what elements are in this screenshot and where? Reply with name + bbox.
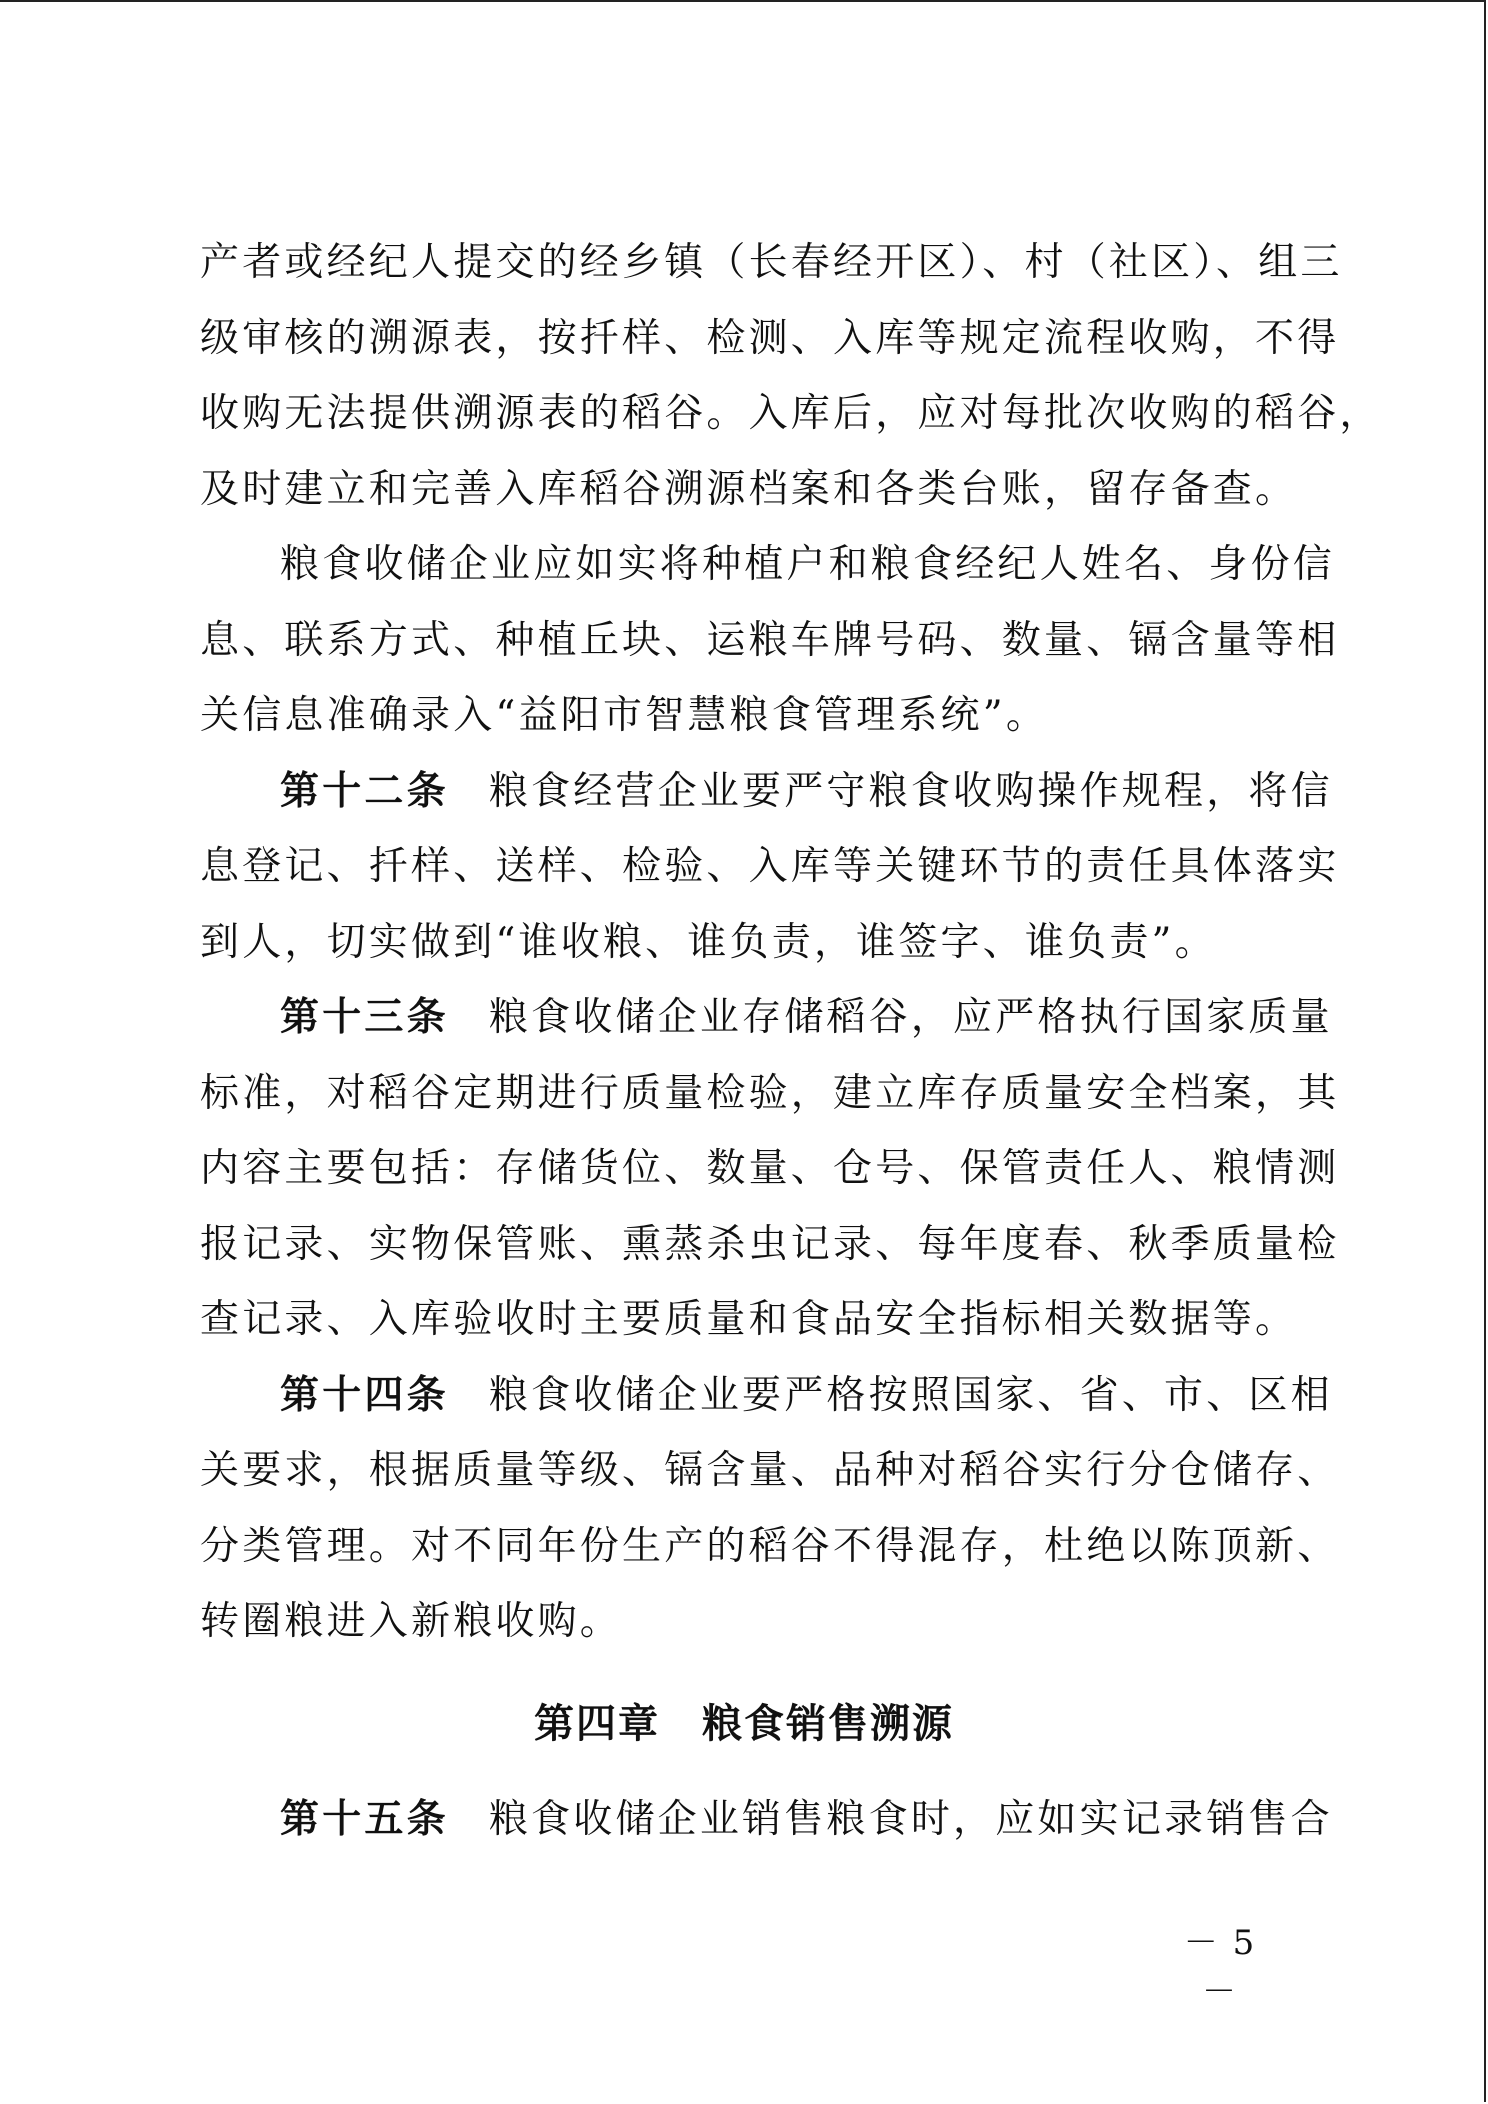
article-12-label: 第十二条 xyxy=(280,768,449,814)
article-14-text: 粮食收储企业要严格按照国家、省、市、区相 xyxy=(488,1372,1333,1418)
paragraph-line: 息、联系方式、种植丘块、运粮车牌号码、数量、镉含量等相 xyxy=(200,617,1340,663)
article-12-first-line xyxy=(200,754,1333,830)
article-15-first-line xyxy=(200,1782,1333,1858)
page-number: － 5 － xyxy=(1183,1923,1257,2012)
document-body xyxy=(200,225,1382,1857)
chapter-heading: 第四章 粮食销售溯源 xyxy=(534,1700,954,1747)
paragraph-line: 报记录、实物保管账、熏蒸杀虫记录、每年度春、秋季质量检 xyxy=(200,1221,1340,1267)
article-13-text: 粮食收储企业存储稻谷，应严格执行国家质量 xyxy=(488,995,1333,1040)
paragraph-line: 分类管理。对不同年份生产的稻谷不得混存，杜绝以陈顶新、 xyxy=(200,1523,1340,1569)
paragraph-line: 关要求，根据质量等级、镉含量、品种对稻谷实行分仓储存、 xyxy=(200,1448,1340,1493)
paragraph-line: 标准，对稻谷定期进行质量检验，建立库存质量安全档案，其 xyxy=(200,1070,1340,1116)
paragraph-line: 转圈粮进入新粮收购。 xyxy=(200,1599,623,1644)
paragraph-line: 内容主要包括：存储货位、数量、仓号、保管责任人、粮情测 xyxy=(200,1146,1340,1191)
article-15-label: 第十五条 xyxy=(280,1796,449,1842)
article-14-first-line xyxy=(200,1358,1333,1434)
article-15-text: 粮食收储企业销售粮食时，应如实记录销售合 xyxy=(488,1796,1333,1842)
paragraph-line: 及时建立和完善入库稻谷溯源档案和各类台账，留存备查。 xyxy=(200,466,1298,512)
paragraph-line: 粮食收储企业应如实将种植户和粮食经纪人姓名、身份信 xyxy=(280,542,1336,587)
paragraph-line: 关信息准确录入“益阳市智慧粮食管理系统”。 xyxy=(200,693,1049,738)
paragraph-line: 收购无法提供溯源表的稻谷。入库后，应对每批次收购的稻谷， xyxy=(200,391,1382,436)
article-14-label: 第十四条 xyxy=(280,1372,449,1418)
paragraph-line: 到人，切实做到“谁收粮、谁负责，谁签字、谁负责”。 xyxy=(200,919,1217,965)
paragraph-line: 级审核的溯源表，按扦样、检测、入库等规定流程收购，不得 xyxy=(200,315,1340,361)
article-13-first-line xyxy=(200,980,1333,1056)
article-12-text: 粮食经营企业要严守粮食收购操作规程，将信 xyxy=(488,768,1333,814)
paragraph-line: 产者或经纪人提交的经乡镇（长春经开区）、村（社区）、组三 xyxy=(200,240,1343,285)
paragraph-line: 息登记、扦样、送样、检验、入库等关键环节的责任具体落实 xyxy=(200,844,1340,889)
article-13-label: 第十三条 xyxy=(280,995,449,1040)
paragraph-line: 查记录、入库验收时主要质量和食品安全指标相关数据等。 xyxy=(200,1297,1298,1342)
